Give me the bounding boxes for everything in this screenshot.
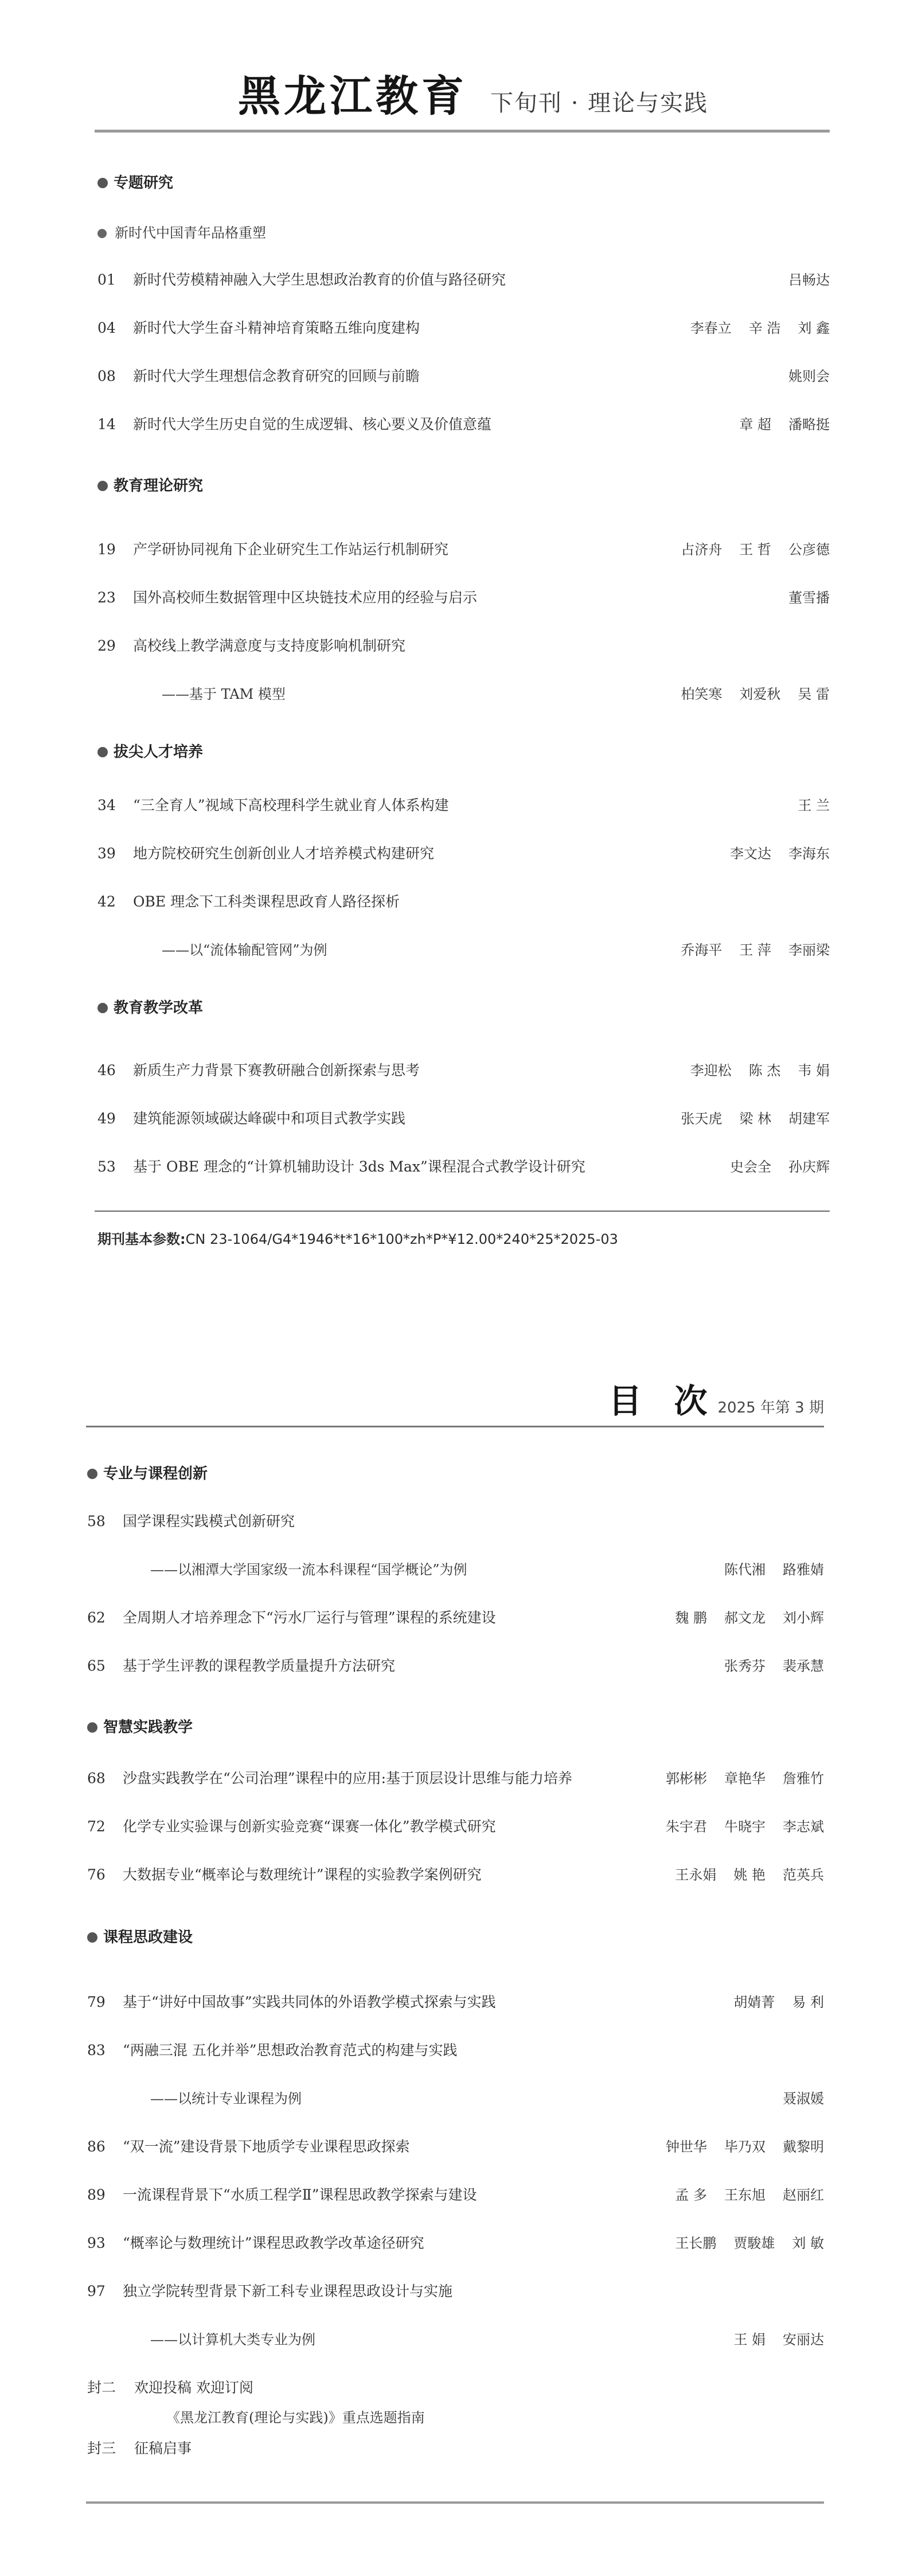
toc-entry[interactable]: 14 新时代大学生历史自觉的生成逻辑、核心要义及价值意蕴 <box>97 416 492 433</box>
entry-authors: 姚则会 <box>788 368 830 384</box>
entry-authors: 吕畅达 <box>788 272 830 288</box>
section-title: 教育教学改革 <box>97 996 203 1017</box>
toc-title: 目 次 <box>608 1382 718 1421</box>
bullet-icon <box>97 178 108 188</box>
entry-subtitle: ——基于 TAM 模型 <box>162 686 286 702</box>
toc-entry[interactable]: 62 全周期人才培养理念下“污水厂运行与管理”课程的系统建设 <box>87 1609 496 1626</box>
section-title: 课程思政建设 <box>87 1925 193 1947</box>
entry-authors: 张天虎 梁 林 胡建军 <box>681 1111 830 1127</box>
entry-authors: 朱宇君 牛晓宇 李志斌 <box>666 1819 824 1835</box>
journal-title: 黑龙江教育 <box>238 72 467 121</box>
toc-entry[interactable]: 76 大数据专业“概率论与数理统计”课程的实验教学案例研究 <box>87 1866 482 1883</box>
toc-entry[interactable]: 08 新时代大学生理想信念教育研究的回顾与前瞻 <box>97 368 420 384</box>
section-title: 拔尖人才培养 <box>97 740 203 761</box>
bullet-icon <box>97 229 107 238</box>
toc-header <box>608 1374 824 1422</box>
back-matter-item[interactable]: 封三 征稿启事 <box>87 2440 192 2457</box>
toc-entry[interactable]: 01 新时代劳模精神融入大学生思想政治教育的价值与路径研究 <box>97 271 506 288</box>
toc-entry[interactable]: 97 独立学院转型背景下新工科专业课程思政设计与实施 <box>87 2283 453 2299</box>
toc-entry[interactable]: 29 高校线上教学满意度与支持度影响机制研究 <box>97 637 406 654</box>
entry-subtitle: ——以统计专业课程为例 <box>150 2091 302 2107</box>
entry-authors: 魏 鹏 郝文龙 刘小辉 <box>675 1610 824 1626</box>
entry-authors: 史会全 孙庆辉 <box>730 1159 830 1175</box>
toc-entry[interactable]: 83 “两融三混 五化并举”思想政治教育范式的构建与实践 <box>87 2042 458 2059</box>
entry-authors: 王长鹏 贾駿雄 刘 敏 <box>675 2235 824 2251</box>
toc-entry[interactable]: 34 “三全育人”视域下高校理科学生就业育人体系构建 <box>97 797 449 814</box>
toc-entry[interactable]: 53 基于 OBE 理念的“计算机辅助设计 3ds Max”课程混合式教学设计研究 <box>97 1158 585 1175</box>
entry-subtitle: ——以湘潭大学国家级一流本科课程“国学概论”为例 <box>150 1562 467 1578</box>
toc-entry[interactable]: 89 一流课程背景下“水质工程学Ⅱ”课程思政教学探索与建设 <box>87 2186 477 2203</box>
entry-authors: 占济舟 王 哲 公彦德 <box>681 542 830 558</box>
toc-rule <box>86 1426 824 1427</box>
bullet-icon <box>87 1722 97 1733</box>
journal-parameters: 期刊基本参数:CN 23-1064/G4*1946*t*16*100*zh*P*¥12.00*240*25*2025-03 <box>97 1231 618 1247</box>
masthead-rule <box>95 130 830 133</box>
toc-entry[interactable]: 65 基于学生评教的课程教学质量提升方法研究 <box>87 1657 396 1674</box>
entry-authors: 李迎松 陈 杰 韦 娟 <box>690 1063 830 1079</box>
entry-authors: 柏笑寒 刘爱秋 吴 雷 <box>681 686 830 702</box>
back-matter-note: 《黑龙江教育(理论与实践)》重点选题指南 <box>166 2410 425 2426</box>
entry-authors: 李文达 李海东 <box>730 846 830 862</box>
entry-authors: 章 超 潘略挺 <box>739 417 830 433</box>
masthead <box>95 68 830 132</box>
toc-entry[interactable]: 49 建筑能源领域碳达峰碳中和项目式教学实践 <box>97 1110 406 1127</box>
entry-authors: 王永娟 姚 艳 范英兵 <box>675 1867 824 1883</box>
toc-entry[interactable]: 19 产学研协同视角下企业研究生工作站运行机制研究 <box>97 541 449 558</box>
entry-authors: 郭彬彬 章艳华 詹雅竹 <box>666 1770 824 1787</box>
entry-authors: 张秀芬 裴承慧 <box>724 1658 824 1674</box>
toc-entry[interactable]: 46 新质生产力背景下赛教研融合创新探索与思考 <box>97 1062 420 1079</box>
toc-entry[interactable]: 79 基于“讲好中国故事”实践共同体的外语教学模式探索与实践 <box>87 1994 496 2010</box>
subsection-title: 新时代中国青年品格重塑 <box>97 221 266 242</box>
toc-entry[interactable]: 93 “概率论与数理统计”课程思政教学改革途径研究 <box>87 2235 424 2251</box>
bullet-icon <box>87 1932 97 1943</box>
bottom-rule <box>86 2501 824 2504</box>
bullet-icon <box>97 747 108 757</box>
bullet-icon <box>97 481 108 491</box>
entry-authors: 王 兰 <box>798 797 830 814</box>
section-title: 智慧实践教学 <box>87 1715 193 1737</box>
toc-entry[interactable]: 04 新时代大学生奋斗精神培育策略五维向度建构 <box>97 320 420 336</box>
toc-entry[interactable]: 86 “双一流”建设背景下地质学专业课程思政探索 <box>87 2138 410 2155</box>
toc-entry[interactable]: 58 国学课程实践模式创新研究 <box>87 1513 295 1530</box>
entry-authors: 李春立 辛 浩 刘 鑫 <box>690 320 830 336</box>
entry-authors: 王 娟 安丽达 <box>733 2332 824 2348</box>
section-title: 教育理论研究 <box>97 474 203 495</box>
toc-entry[interactable]: 23 国外高校师生数据管理中区块链技术应用的经验与启示 <box>97 589 478 606</box>
toc-entry[interactable]: 68 沙盘实践教学在“公司治理”课程中的应用:基于顶层设计思维与能力培养 <box>87 1770 572 1787</box>
entry-authors: 钟世华 毕乃双 戴黎明 <box>666 2139 824 2155</box>
meta-rule <box>95 1211 830 1212</box>
bullet-icon <box>97 1003 108 1013</box>
section-title: 专业与课程创新 <box>87 1462 208 1483</box>
toc-entry[interactable]: 42 OBE 理念下工科类课程思政育人路径探析 <box>97 893 400 910</box>
entry-subtitle: ——以计算机大类专业为例 <box>150 2332 315 2348</box>
toc-entry[interactable]: 39 地方院校研究生创新创业人才培养模式构建研究 <box>97 845 435 862</box>
entry-authors: 陈代湘 路雅婧 <box>724 1562 824 1578</box>
entry-authors: 董雪播 <box>788 590 830 606</box>
entry-authors: 孟 多 王东旭 赵丽红 <box>675 2187 824 2203</box>
journal-subtitle: 下旬刊 · 理论与实践 <box>490 90 709 116</box>
entry-authors: 乔海平 王 萍 李丽梁 <box>681 942 830 958</box>
section-title: 专题研究 <box>97 171 173 192</box>
entry-subtitle: ——以“流体输配管网”为例 <box>162 942 327 958</box>
entry-authors: 胡婧菁 易 利 <box>733 1994 824 2010</box>
issue-number: 2025 年第 3 期 <box>717 1399 824 1417</box>
bullet-icon <box>87 1469 97 1479</box>
entry-authors: 聂淑媛 <box>783 2091 824 2107</box>
toc-entry[interactable]: 72 化学专业实验课与创新实验竞赛“课赛一体化”教学模式研究 <box>87 1818 496 1835</box>
back-matter-item[interactable]: 封二 欢迎投稿 欢迎订阅 <box>87 2379 253 2396</box>
